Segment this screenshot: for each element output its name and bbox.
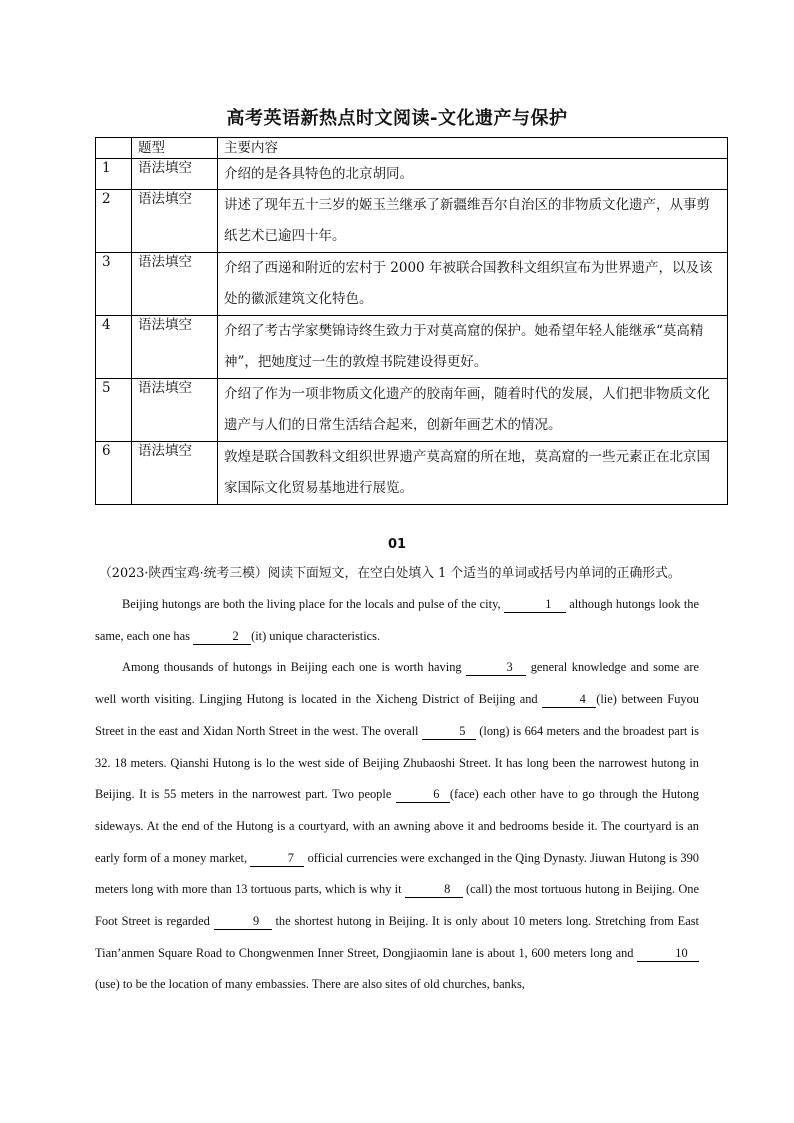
passage-text: Among thousands of hutongs in Beijing each one is worth having <box>122 660 467 675</box>
passage-text: (it) unique characteristics. <box>251 628 381 643</box>
row-num: 4 <box>96 316 132 379</box>
blank-1: 1 <box>504 596 566 613</box>
row-content: 介绍了作为一项非物质文化遗产的胶南年画，随着时代的发展，人们把非物质文化遗产与人们的日常生活结合起来，创新年画艺术的情况。 <box>218 379 728 442</box>
blank-9: 9 <box>214 913 272 930</box>
header-num <box>96 138 132 159</box>
blank-3: 3 <box>466 659 526 676</box>
table-header-row <box>96 138 728 159</box>
instruction-text: （2023·陕西宝鸡·统考三模）阅读下面短文，在空白处填入 1 个适当的单词或括号内单词的正确形式。 <box>99 566 681 581</box>
row-type: 语法填空 <box>132 316 218 379</box>
paragraph-1 <box>95 589 699 652</box>
table-row <box>96 159 728 190</box>
row-num: 3 <box>96 253 132 316</box>
row-num: 1 <box>96 159 132 190</box>
passage-text: Beijing hutongs are both the living place for the locals and pulse of the city, <box>122 597 504 611</box>
passage-text: general knowledge and some are well worth visiting. Lingjing Hutong is located in the Xicheng District of Beijing and <box>95 660 699 707</box>
table-row <box>96 253 728 316</box>
passage-text: (long) is 664 meters and the broadest part is 32. 18 meters. Qianshi Hutong is lo the west side of Beijing Zhubaoshi Street. It has long been the narrowest hutong in Beijing. It is 55 meters in the narrowest part. Two people <box>95 723 699 802</box>
table-row <box>96 379 728 442</box>
row-content: 讲述了现年五十三岁的姬玉兰继承了新疆维吾尔自治区的非物质文化遗产，从事剪纸艺术已逾四十年。 <box>218 190 728 253</box>
passage <box>95 589 699 1001</box>
blank-8: 8 <box>405 881 463 898</box>
table-row <box>96 190 728 253</box>
blank-4: 4 <box>542 691 596 708</box>
passage-text: although hutongs look the same, each one has <box>95 597 699 643</box>
passage-text: (use) to be the location of many embassies. There are also sites of old churches, banks, <box>95 977 525 992</box>
table-row <box>96 442 728 505</box>
section-number: 01 <box>387 537 407 552</box>
header-content: 主要内容 <box>218 138 728 159</box>
page-title: 高考英语新热点时文阅读-文化遗产与保护 <box>226 108 568 129</box>
passage-text: (call) the most tortuous hutong in Beijing. One Foot Street is regarded <box>95 882 699 929</box>
row-type: 语法填空 <box>132 190 218 253</box>
row-content: 敦煌是联合国教科文组织世界遗产莫高窟的所在地，莫高窟的一些元素正在北京国家国际文化贸易基地进行展览。 <box>218 442 728 505</box>
row-content: 介绍了考古学家樊锦诗终生致力于对莫高窟的保护。她希望年轻人能继承“莫高精神”，把她度过一生的敦煌书院建设得更好。 <box>218 316 728 379</box>
row-content: 介绍了西递和附近的宏村于 2000 年被联合国教科文组织宣布为世界遗产，以及该处的徽派建筑文化特色。 <box>218 253 728 316</box>
passage-text: (lie) between Fuyou Street in the east and Xidan North Street in the west. The overall <box>95 692 699 738</box>
blank-2: 2 <box>193 628 251 645</box>
blank-10: 10 <box>637 945 699 962</box>
row-type: 语法填空 <box>132 159 218 190</box>
passage-text: official currencies were exchanged in the Qing Dynasty. Jiuwan Hutong is 390 meters long with more than 13 tortuous parts, which is why it <box>95 850 700 897</box>
summary-table <box>95 137 728 505</box>
table-row <box>96 316 728 379</box>
row-num: 2 <box>96 190 132 253</box>
row-content: 介绍的是各具特色的北京胡同。 <box>218 159 728 190</box>
blank-5: 5 <box>422 723 476 740</box>
row-type: 语法填空 <box>132 442 218 505</box>
row-type: 语法填空 <box>132 379 218 442</box>
row-num: 5 <box>96 379 132 442</box>
header-type: 题型 <box>132 138 218 159</box>
blank-7: 7 <box>250 850 304 867</box>
row-type: 语法填空 <box>132 253 218 316</box>
passage-text: (face) each other have to go through the Hutong sideways. At the end of the Hutong is a courtyard, with an awning above it and bedrooms beside it. The courtyard is an early form of a money market, <box>95 787 699 865</box>
blank-6: 6 <box>396 786 450 803</box>
passage-text: the shortest hutong in Beijing. It is only about 10 meters long. Stretching from East Tian’anmen Square Road to Chongwenmen Inner Street, Dongjiaomin lane is about 1, 600 meters long and <box>95 914 699 960</box>
paragraph-2 <box>95 652 699 1001</box>
row-num: 6 <box>96 442 132 505</box>
